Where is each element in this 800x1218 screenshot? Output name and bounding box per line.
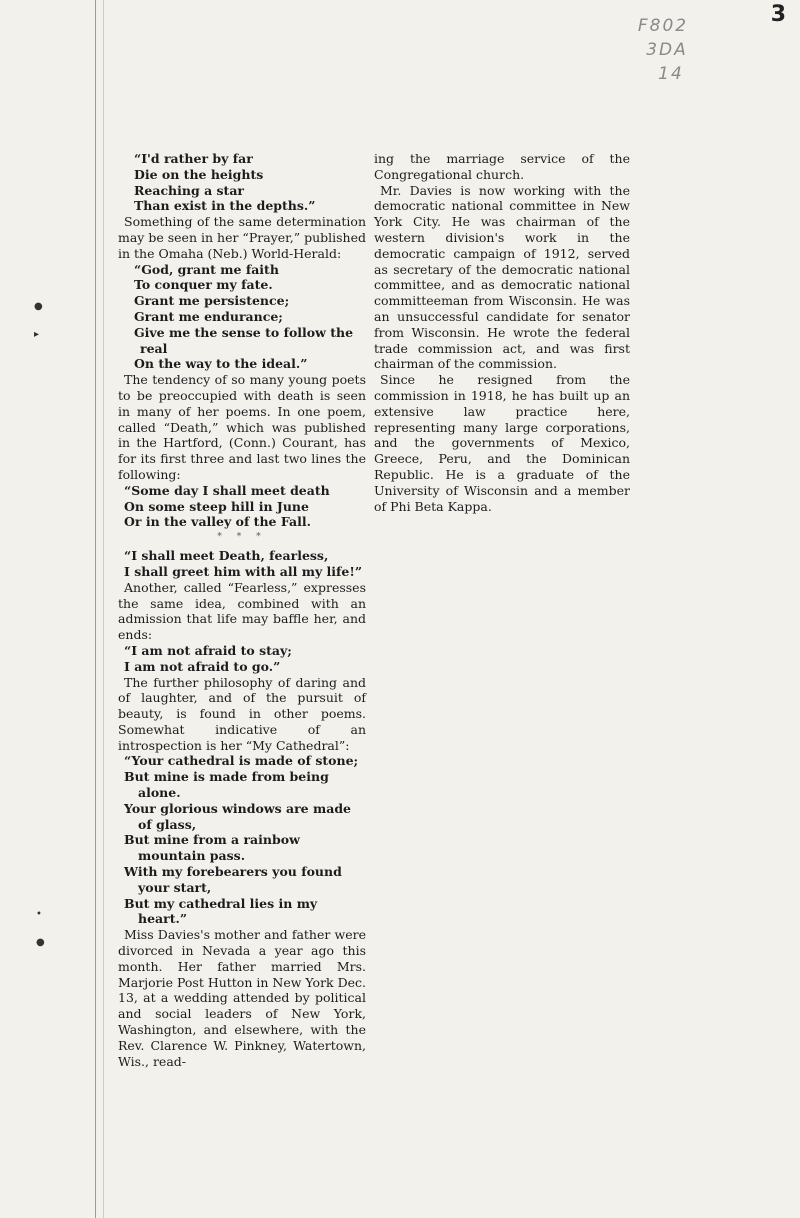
handwritten-note-line: 3DA <box>646 40 688 60</box>
verse-line: To conquer my fate. <box>134 277 273 293</box>
verse-line: Grant me persistence; <box>134 293 290 309</box>
verse-line: I am not afraid to go.” <box>124 658 281 674</box>
paragraph: The tendency of so many young poets to be preoccupied with death is seen in many of her poems. In one poem, called “Death,” which was published in the Hartford, (Conn.) Courant, has for its first three and last two lines the following: <box>118 372 366 482</box>
paragraph: Something of the same determination may be seen in her “Prayer,” published in the Omaha (Neb.) World-Herald: <box>118 214 366 261</box>
handwritten-note-line: 14 <box>658 64 684 84</box>
verse-line: Or in the valley of the Fall. <box>124 514 311 530</box>
verse-line: “Some day I shall meet death <box>124 482 330 498</box>
left-column <box>118 151 366 1069</box>
verse-line: “I'd rather by far <box>134 151 253 166</box>
paragraph: ing the marriage service of the Congregational church. <box>374 151 630 182</box>
paragraph: Mr. Davies is now working with the democratic national committee in New York City. He was chairman of the western division's work in the democratic campaign of 1912, served as secretary of the democratic national committee, and as democratic national committeeman from Wisconsin. He was an unsuccessful candidate for senator from Wisconsin. He wrote the federal trade commission act, and was first chairman of the commission. <box>374 182 630 372</box>
page-edge-line <box>95 0 96 1218</box>
paragraph: Since he resigned from the commission in 1918, he has built up an extensive law practice here, representing many large corporations, and the governments of Mexico, Greece, Peru, and the Dominican Republic. He is a graduate of the University of Wisconsin and a member of Phi Beta Kappa. <box>374 372 630 514</box>
verse-line: “I am not afraid to stay; <box>124 642 292 658</box>
margin-dot: • <box>36 909 42 920</box>
verse-line: With my forebearers you found your start, <box>124 864 342 895</box>
margin-dot: ▸ <box>34 329 40 340</box>
margin-dot: ● <box>34 301 43 312</box>
right-column <box>374 151 630 514</box>
paragraph: Miss Davies's mother and father were divorced in Nevada a year ago this month. Her father married Mrs. Marjorie Post Hutton in New York Dec. 13, at a wedding attended by political and social leaders of New York, Washington, and elsewhere, with the Rev. Clarence W. Pinkney, Watertown, Wis., read- <box>118 927 366 1069</box>
verse-line: “I shall meet Death, fearless, <box>124 548 329 564</box>
verse-line: Your glorious windows are made of glass, <box>124 800 352 832</box>
verse-line: But my cathedral lies in my heart.” <box>124 895 318 927</box>
page-number: 3 <box>770 2 786 27</box>
verse-line: Die on the heights <box>134 166 264 182</box>
verse-line: “Your cathedral is made of stone; <box>124 753 359 769</box>
verse-line: Reaching a star <box>134 182 245 198</box>
page-edge-line-inner <box>103 0 104 1218</box>
paragraph: Another, called “Fearless,” expresses the same idea, combined with an admission that life may baffle her, and ends: <box>118 579 366 643</box>
margin-dot: ● <box>36 937 45 948</box>
handwritten-note <box>618 14 708 86</box>
verse-line: “God, grant me faith <box>134 261 279 277</box>
verse-line: Give me the sense to follow the real <box>134 324 354 356</box>
verse-line: On some steep hill in June <box>124 498 309 514</box>
verse-line: But mine from a rainbow mountain pass. <box>124 832 300 864</box>
paragraph: The further philosophy of daring and of laughter, and of the pursuit of beauty, is found in other poems. Somewhat indicative of an introspection is her “My Cathedral”: <box>118 674 366 753</box>
verse-line: Than exist in the depths.” <box>134 198 316 214</box>
verse-line: Grant me endurance; <box>134 308 283 324</box>
verse-line: I shall greet him with all my life!” <box>124 563 363 579</box>
handwritten-note-line: F802 <box>637 16 689 36</box>
verse-line: But mine is made from being alone. <box>124 769 329 801</box>
verse-line: On the way to the ideal.” <box>134 356 308 372</box>
section-stars: * * * <box>217 532 267 543</box>
